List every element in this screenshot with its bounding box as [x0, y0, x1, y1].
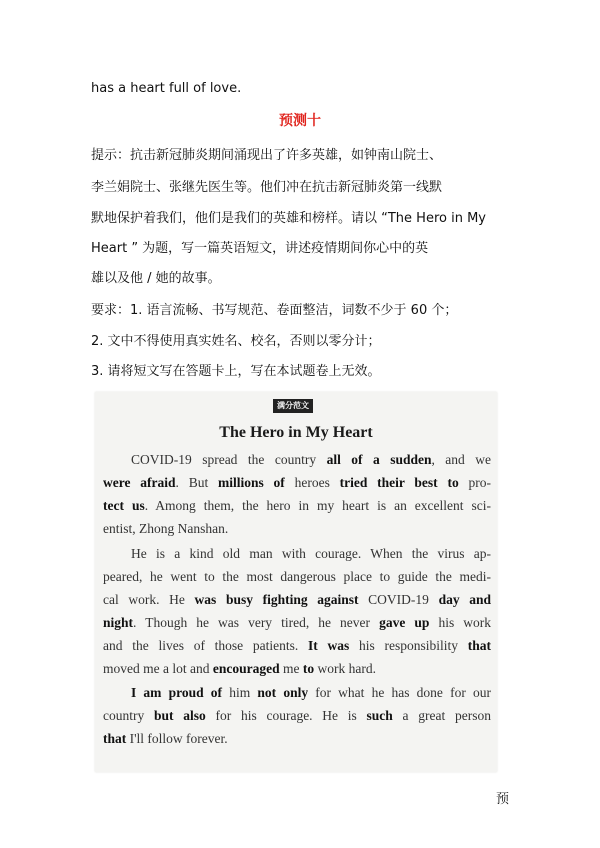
- prompt-line-4: Heart ” 为题，写一篇英语短文，讲述疫情期间你心中的英: [91, 241, 429, 256]
- essay-line: were afraid. But millions of heroes tried their best to pro-: [103, 475, 491, 490]
- section-title: 预测十: [279, 113, 321, 129]
- prompt-line-2: 李兰娟院士、张继先医生等。他们冲在抗击新冠肺炎第一线默: [91, 180, 443, 195]
- essay-line: entist, Zhong Nanshan.: [103, 521, 229, 536]
- model-essay-panel: [95, 392, 497, 772]
- essay-line: He is a kind old man with courage. When the virus ap-: [131, 546, 491, 561]
- requirement-1: 要求：1. 语言流畅、书写规范、卷面整洁，词数不少于 60 个；: [91, 303, 458, 318]
- essay-line: night. Though he was very tired, he never gave up his work: [103, 615, 492, 630]
- essay-line: that I'll follow forever.: [103, 731, 228, 746]
- model-essay-badge: 满分范文: [273, 399, 313, 413]
- requirement-3: 3. 请将短文写在答题卡上，写在本试题卷上无效。: [91, 364, 381, 379]
- essay-line: tect us. Among them, the hero in my heart is an excellent sci-: [103, 498, 491, 513]
- essay-line: moved me a lot and encouraged me to work hard.: [103, 661, 376, 676]
- essay-line: I am proud of him not only for what he has done for our: [131, 685, 491, 700]
- requirement-2: 2. 文中不得使用真实姓名、校名，否则以零分计；: [91, 334, 381, 349]
- essay-line: country but also for his courage. He is such a great person: [103, 708, 491, 723]
- intro-line: has a heart full of love.: [91, 81, 242, 96]
- essay-line: peared, he went to the most dangerous place to guide the medi-: [103, 569, 491, 584]
- prompt-line-3: 默地保护着我们，他们是我们的英雄和榜样。请以 “The Hero in My: [91, 211, 486, 226]
- essay-line: and the lives of those patients. It was his responsibility that: [103, 638, 491, 653]
- footer-continuation-char: 预: [496, 792, 510, 807]
- essay-title: The Hero in My Heart: [219, 424, 373, 441]
- prompt-line-5: 雄以及他 / 她的故事。: [91, 271, 221, 286]
- prompt-line-1: 提示：抗击新冠肺炎期间涌现出了许多英雄，如钟南山院士、: [91, 148, 443, 163]
- essay-line: cal work. He was busy fighting against COVID-19 day and: [103, 592, 491, 607]
- essay-line: COVID-19 spread the country all of a sudden, and we: [131, 452, 491, 467]
